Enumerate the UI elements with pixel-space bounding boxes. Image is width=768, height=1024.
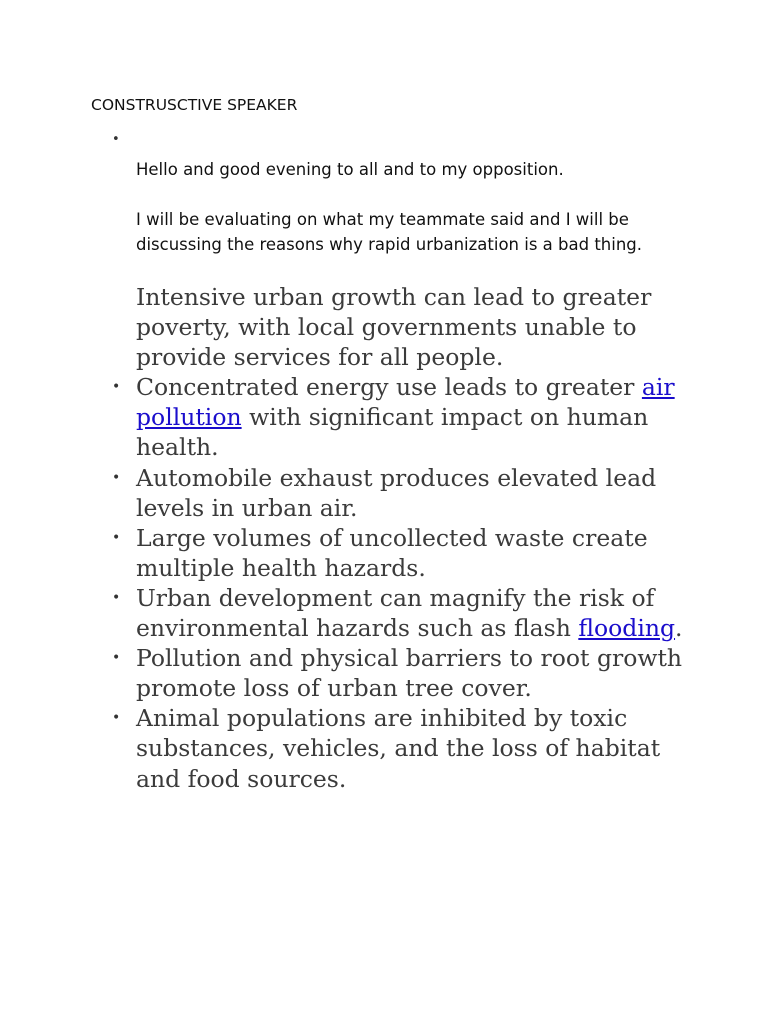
list-item	[112, 372, 696, 462]
bullet-list	[112, 372, 696, 793]
bullet-icon: •	[112, 469, 121, 486]
urbanization-points	[112, 282, 696, 794]
lead-point: Intensive urban growth can lead to greater poverty, with local governments unable to provide services for all people.	[136, 283, 652, 372]
air-pollution-link[interactable]: air pollution	[136, 373, 675, 432]
greeting-paragraph: Hello and good evening to all and to my opposition.	[136, 160, 564, 179]
bullet-icon: •	[112, 529, 121, 546]
bullet-icon: •	[112, 589, 121, 606]
list-item	[112, 463, 696, 523]
point-text: Concentrated energy use leads to greater	[136, 373, 642, 402]
point-text-after: .	[675, 614, 683, 643]
list-item	[112, 703, 696, 793]
list-item	[112, 523, 696, 583]
purpose-paragraph: I will be evaluating on what my teammate said and I will be discussing the reasons why rapid urbanization is a bad thing.	[136, 210, 643, 254]
empty-bullet: •	[112, 132, 120, 147]
point-text: Automobile exhaust produces elevated lead levels in urban air.	[136, 463, 657, 522]
bullet-icon: •	[112, 379, 121, 396]
bullet-icon: •	[112, 710, 121, 727]
list-item	[112, 643, 696, 703]
point-text: Urban development can magnify the risk of environmental hazards such as flash	[136, 583, 655, 643]
point-text: Animal populations are inhibited by toxic substances, vehicles, and the loss of habitat and food sources.	[136, 704, 661, 793]
flooding-link[interactable]: flooding	[578, 614, 676, 643]
document-title: CONSTRUSCTIVE SPEAKER	[91, 96, 298, 114]
bullet-icon: •	[112, 650, 121, 667]
point-text: Large volumes of uncollected waste create multiple health hazards.	[136, 523, 648, 582]
point-text: Pollution and physical barriers to root growth promote loss of urban tree cover.	[136, 644, 683, 703]
point-text-after: with significant impact on human health.	[136, 403, 649, 462]
list-item	[112, 583, 696, 643]
